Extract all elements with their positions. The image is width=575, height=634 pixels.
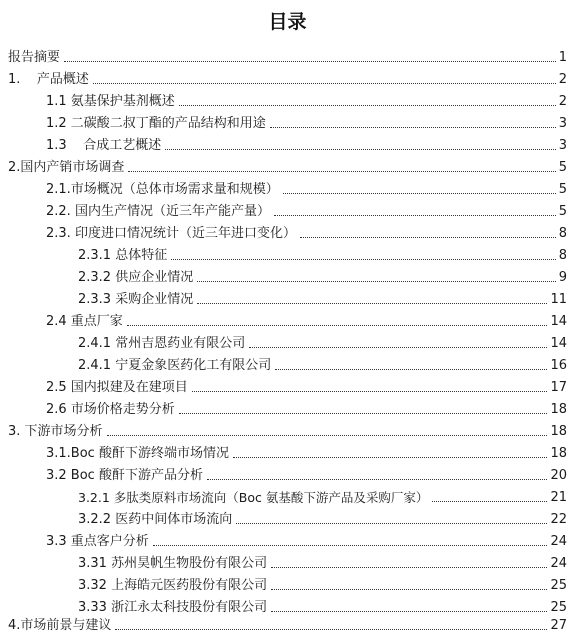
toc-page-number: 14 xyxy=(550,314,567,329)
toc-entry[interactable] xyxy=(46,222,567,242)
toc-entry[interactable] xyxy=(46,112,567,132)
toc-entry[interactable] xyxy=(46,310,567,330)
toc-entry[interactable] xyxy=(78,288,567,308)
toc-entry-label: 2.4.1 宁夏金象医药化工有限公司 xyxy=(78,358,272,373)
toc-entry-label: 2.6 市场价格走势分析 xyxy=(46,402,175,417)
toc-entry[interactable] xyxy=(46,90,567,110)
toc-leader-dots xyxy=(128,171,555,172)
toc-entry[interactable] xyxy=(78,354,567,374)
toc-entry-label: 报告摘要 xyxy=(8,50,61,65)
toc-entry[interactable] xyxy=(78,552,567,572)
toc-leader-dots xyxy=(197,281,556,282)
toc-leader-dots xyxy=(93,83,556,84)
toc-leader-dots xyxy=(270,127,556,128)
toc-entry[interactable] xyxy=(78,596,567,616)
toc-entry[interactable] xyxy=(8,420,567,440)
toc-leader-dots xyxy=(115,629,547,630)
toc-title: 目录 xyxy=(268,11,307,33)
toc-entry-label: 2.3.2 供应企业情况 xyxy=(78,270,194,285)
toc-entry-label: 3.2.1 多肽类原料市场流向（Boc 氨基酸下游产品及采购厂家） xyxy=(78,490,429,505)
toc-entry[interactable] xyxy=(46,376,567,396)
toc-page-number: 18 xyxy=(550,446,567,461)
toc-entry[interactable] xyxy=(46,398,567,418)
toc-leader-dots xyxy=(179,105,556,106)
toc-leader-dots xyxy=(165,149,556,150)
toc-page-number: 25 xyxy=(550,578,567,593)
toc-leader-dots xyxy=(107,435,548,436)
toc-entry[interactable] xyxy=(78,508,567,528)
toc-leader-dots xyxy=(192,391,548,392)
toc-page-number: 27 xyxy=(550,618,567,633)
toc-page-number: 5 xyxy=(558,160,567,175)
toc-entry-label: 2.3.3 采购企业情况 xyxy=(78,292,194,307)
toc-entry-label: 1. 产品概述 xyxy=(8,72,89,87)
toc-entry-label: 2.3.1 总体特征 xyxy=(78,248,168,263)
toc-entry-label: 2.2. 国内生产情况（近三年产能产量） xyxy=(46,204,270,219)
toc-page-number: 9 xyxy=(558,270,567,285)
toc-page-number: 1 xyxy=(558,50,567,65)
toc-entry[interactable] xyxy=(46,200,567,220)
toc-leader-dots xyxy=(64,61,556,62)
toc-leader-dots xyxy=(271,567,547,568)
toc-entry[interactable] xyxy=(8,46,567,66)
toc-entry[interactable] xyxy=(46,442,567,462)
toc-entry-label: 3.31 苏州昊帆生物股份有限公司 xyxy=(78,556,268,571)
toc-entry-label: 1.1 氨基保护基剂概述 xyxy=(46,94,175,109)
toc-leader-dots xyxy=(153,545,548,546)
toc-leader-dots xyxy=(197,303,547,304)
toc-page-number: 2 xyxy=(558,94,567,109)
toc-entry-label: 3.2.2 医药中间体市场流向 xyxy=(78,512,233,527)
toc-leader-dots xyxy=(432,501,547,502)
toc-page-number: 17 xyxy=(550,380,567,395)
toc-entry[interactable] xyxy=(8,156,567,176)
toc-entry[interactable] xyxy=(46,178,567,198)
toc-entry-label: 1.2 二碳酸二叔丁酯的产品结构和用途 xyxy=(46,116,266,131)
toc-entry-label: 2.国内产销市场调查 xyxy=(8,160,125,175)
toc-entry[interactable] xyxy=(78,244,567,264)
toc-leader-dots xyxy=(207,479,547,480)
toc-entry-label: 3.2 Boc 酸酐下游产品分析 xyxy=(46,468,203,483)
toc-page-number: 16 xyxy=(550,358,567,373)
toc-entry-label: 3.1.Boc 酸酐下游终端市场情况 xyxy=(46,446,229,461)
toc-page-number: 8 xyxy=(558,248,567,263)
toc-leader-dots xyxy=(233,457,547,458)
toc-entry[interactable] xyxy=(46,530,567,550)
toc-entry-label: 1.3 合成工艺概述 xyxy=(46,138,162,153)
toc-entry-label: 4.市场前景与建议 xyxy=(8,618,112,633)
toc-entry[interactable] xyxy=(78,332,567,352)
toc-page-number: 2 xyxy=(558,72,567,87)
toc-entry[interactable] xyxy=(8,68,567,88)
toc-leader-dots xyxy=(249,347,547,348)
toc-leader-dots xyxy=(274,215,556,216)
toc-entry-label: 3. 下游市场分析 xyxy=(8,424,103,439)
toc-entry-label: 2.4.1 常州吉恩药业有限公司 xyxy=(78,336,246,351)
toc-leader-dots xyxy=(300,237,556,238)
toc-entry[interactable] xyxy=(78,574,567,594)
toc-entry-label: 2.4 重点厂家 xyxy=(46,314,123,329)
toc-page-number: 5 xyxy=(558,182,567,197)
toc-leader-dots xyxy=(236,523,547,524)
toc-leader-dots xyxy=(179,413,548,414)
toc-leader-dots xyxy=(127,325,548,326)
toc-page-number: 25 xyxy=(550,600,567,615)
toc-leader-dots xyxy=(271,589,547,590)
toc-leader-dots xyxy=(171,259,556,260)
toc-leader-dots xyxy=(283,193,556,194)
toc-entry[interactable] xyxy=(78,266,567,286)
toc-page-number: 14 xyxy=(550,336,567,351)
toc-page-number: 3 xyxy=(558,116,567,131)
toc-page-number: 21 xyxy=(550,490,567,505)
toc-entry[interactable] xyxy=(46,464,567,484)
toc-entry-label: 2.3. 印度进口情况统计（近三年进口变化） xyxy=(46,226,296,241)
toc-page-number: 24 xyxy=(550,556,567,571)
toc-page-number: 3 xyxy=(558,138,567,153)
toc-page-number: 8 xyxy=(558,226,567,241)
toc-entry-label: 2.1.市场概况（总体市场需求量和规模） xyxy=(46,182,279,197)
toc-entry-label: 3.32 上海皓元医药股份有限公司 xyxy=(78,578,268,593)
toc-page-number: 20 xyxy=(550,468,567,483)
toc-entry[interactable] xyxy=(46,134,567,154)
toc-leader-dots xyxy=(275,369,547,370)
toc-page-number: 5 xyxy=(558,204,567,219)
toc-page-number: 18 xyxy=(550,402,567,417)
toc-page-number: 18 xyxy=(550,424,567,439)
toc-page-number: 11 xyxy=(550,292,567,307)
toc-entry[interactable] xyxy=(8,614,567,634)
toc-page-number: 22 xyxy=(550,512,567,527)
toc-entry[interactable] xyxy=(78,486,567,506)
toc-entry-label: 3.33 浙江永太科技股份有限公司 xyxy=(78,600,268,615)
toc-entry-label: 3.3 重点客户分析 xyxy=(46,534,149,549)
toc-entry-label: 2.5 国内拟建及在建项目 xyxy=(46,380,188,395)
toc-page-number: 24 xyxy=(550,534,567,549)
